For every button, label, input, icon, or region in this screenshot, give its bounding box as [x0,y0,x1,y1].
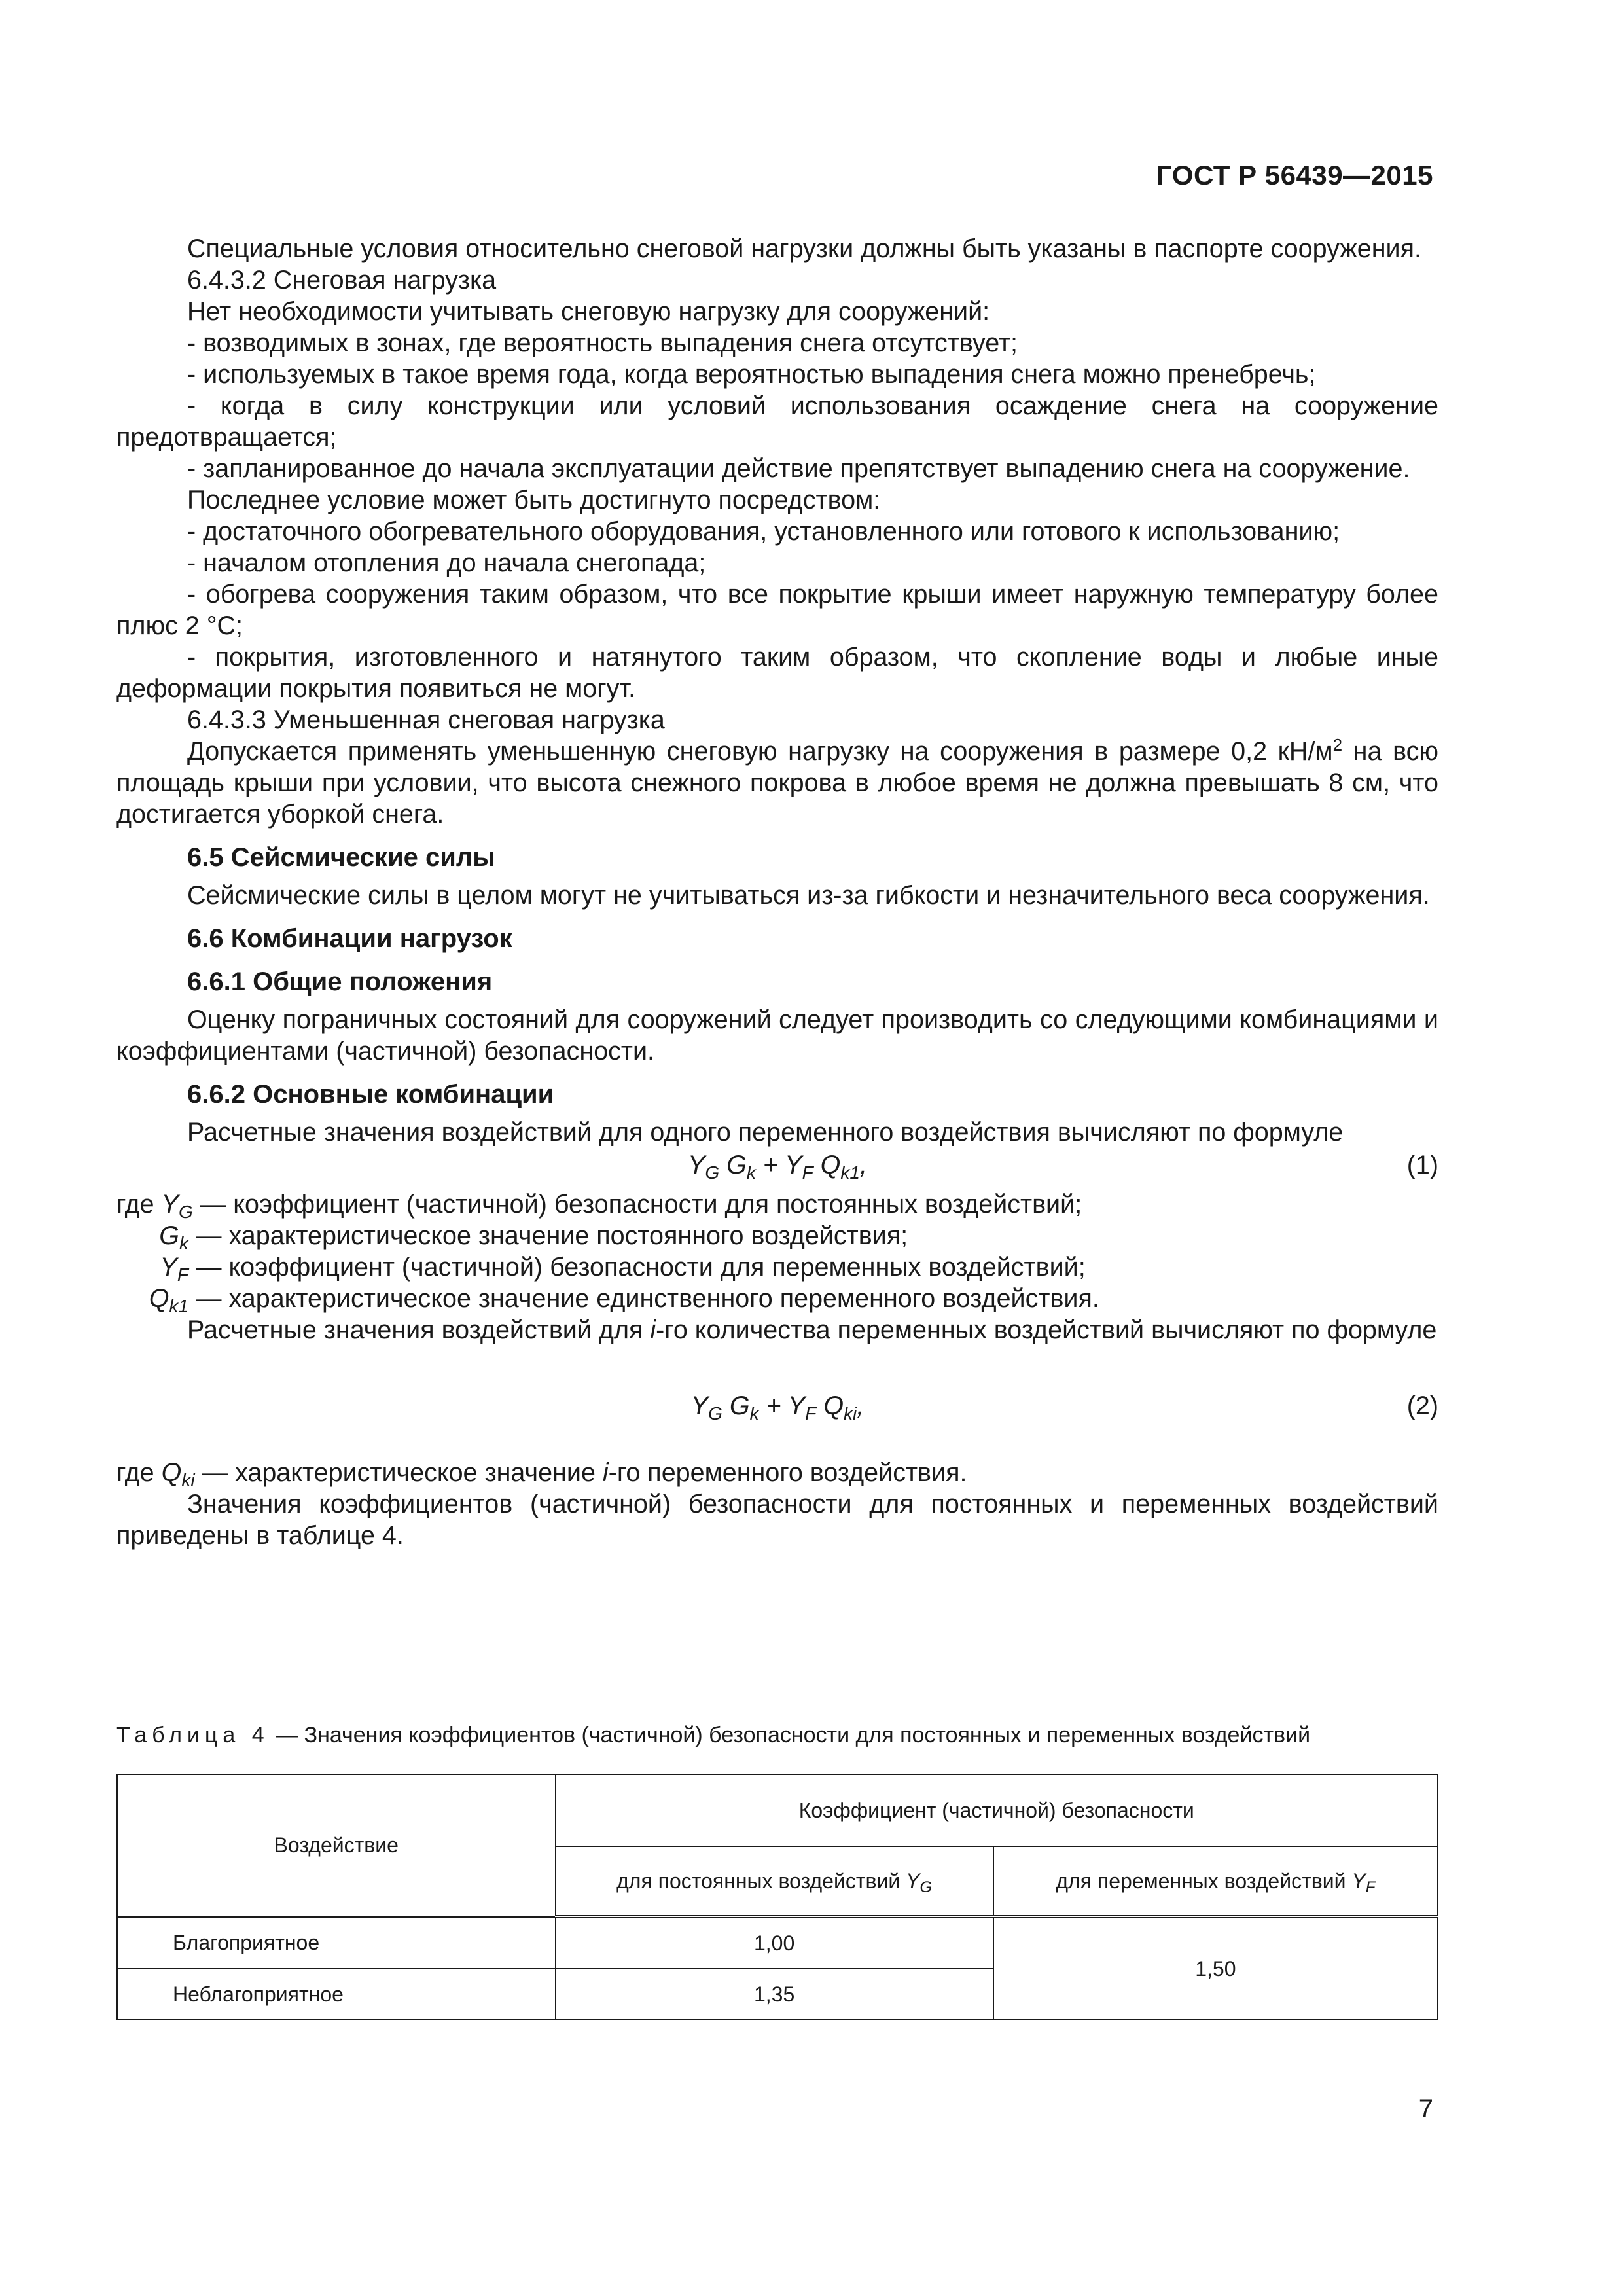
formula-number: (1) [1406,1151,1438,1179]
text-span: Допускается применять уменьшенную снеговую нагрузку на сооружения в размере 0,2 кН/м [187,737,1333,766]
text-span: -го количества переменных воздействий вычисляют по формуле [656,1316,1437,1344]
list-item: - запланированное до начала эксплуатации действие препятствует выпадению снега на сооружение. [187,454,1410,483]
document-body [116,233,1438,1551]
def-text: -го переменного воздействия. [608,1458,967,1487]
formula-expression: $Y_G$ $G_k + Y_F$ $Q_{ki}$, [690,1391,865,1424]
text-span: Расчетные значения воздействий для [187,1316,651,1344]
paragraph [116,736,1438,830]
paragraph: Последнее условие может быть достигнуто посредством: [187,486,881,514]
table-cell: Неблагоприятное [117,1969,556,2020]
formula-1 [116,1149,1438,1187]
list-item: - возводимых в зонах, где вероятность выпадения снега отсутствует; [187,329,1018,357]
list-item: - обогрева сооружения таким образом, что все покрытие крыши имеет наружную температуру более плюс 2 °С; [116,580,1438,640]
definition: где $Q_{ki}$ — характеристическое значение i-го переменного воздействия. [116,1458,967,1490]
section-heading: 6.5 Сейсмические силы [187,843,495,872]
list-item: - началом отопления до начала снегопада; [187,548,706,577]
def-text: — характеристическое значение постоянного воздействия; [195,1221,908,1250]
table-cell: Благоприятное [117,1917,556,1969]
list-item: - достаточного обогревательного оборудования, установленного или готового к использованию; [187,517,1340,546]
formula-number: (2) [1406,1391,1438,1420]
table-row [117,1917,1438,1969]
text-span: на всю площадь крыши при условии, что высота снежного покрова в любое время не должна превышать 8 см, что достигается уборкой снега. [116,737,1438,829]
section-heading: 6.6.2 Основные комбинации [187,1080,554,1109]
definition: где $Y_G$ — коэффициент (частичной) безопасности для постоянных воздействий; [116,1190,1082,1222]
list-item: - покрытия, изготовленного и натянутого таким образом, что скопление воды и любые иные деформации покрытия появиться не могут. [116,643,1438,703]
def-text: — коэффициент (частичной) безопасности для постоянных воздействий; [200,1190,1082,1219]
definition: $Q_{k1}$ — характеристическое значение единственного переменного воздействия. [149,1284,1099,1316]
definition: $G_k$ — характеристическое значение постоянного воздействия; [159,1221,908,1253]
def-lead: где [116,1190,154,1219]
header-text: для постоянных воздействий [616,1869,901,1893]
italic-symbol: i [650,1316,656,1344]
section-heading: 6.6 Комбинации нагрузок [187,924,512,953]
table-caption [116,1723,1438,1748]
subsection-heading: 6.4.3.2 Снеговая нагрузка [187,266,497,295]
def-lead: где [116,1458,154,1487]
paragraph: Нет необходимости учитывать снеговую нагрузку для сооружений: [187,297,990,326]
table-cell: 1,35 [556,1969,993,2020]
definition: $Y_F$ — коэффициент (частичной) безопасности для переменных воздействий; [160,1253,1086,1285]
header-text: для переменных воздействий [1056,1869,1346,1893]
paragraph: Специальные условия относительно снеговой нагрузки должны быть указаны в паспорте сооружения. [187,234,1421,263]
table-header-cell: для постоянных воздействий $Y_G$ [556,1846,993,1917]
table-label: Таблица 4 [116,1723,270,1748]
section-heading: 6.6.1 Общие положения [187,967,493,996]
paragraph: Сейсмические силы в целом могут не учитываться из-за гибкости и незначительного веса сооружения. [187,881,1430,910]
table-header-cell: Воздействие [117,1774,556,1917]
subsection-heading: 6.4.3.3 Уменьшенная снеговая нагрузка [187,706,665,734]
paragraph: Значения коэффициентов (частичной) безопасности для постоянных и переменных воздействий приведены в таблице 4. [116,1490,1438,1550]
paragraph: Оценку пограничных состояний для сооружений следует производить со следующими комбинациями и коэффициентами (частичной) безопасности. [116,1005,1438,1066]
table-header-cell: Коэффициент (частичной) безопасности [556,1774,1438,1846]
italic-symbol: i [602,1458,609,1487]
spacer [116,1429,1438,1457]
table-caption-text: — Значения коэффициентов (частичной) безопасности для постоянных и переменных воздействий [269,1723,1311,1748]
table-cell: 1,00 [556,1917,993,1969]
table-header-row [117,1774,1438,1846]
table-cell: 1,50 [993,1917,1438,2020]
list-item: - когда в силу конструкции или условий использования осаждение снега на сооружение предотвращается; [116,391,1438,452]
spacer [116,1346,1438,1389]
formula-2 [116,1390,1438,1428]
page-number: 7 [1418,2094,1433,2123]
table-header-cell: для переменных воздействий $Y_F$ [993,1846,1438,1917]
paragraph [116,1314,1438,1346]
paragraph: Расчетные значения воздействий для одного переменного воздействия вычисляют по формуле [187,1118,1344,1147]
table-4 [116,1774,1438,2020]
def-text: — характеристическое значение [202,1458,603,1487]
list-item: - используемых в такое время года, когда вероятностью выпадения снега можно пренебречь; [187,360,1316,389]
def-text: — коэффициент (частичной) безопасности для переменных воздействий; [195,1253,1086,1282]
document-number: ГОСТ Р 56439—2015 [1156,160,1433,190]
superscript: 2 [1332,735,1343,755]
def-text: — характеристическое значение единственного переменного воздействия. [195,1284,1099,1313]
formula-expression: $Y_G$ $G_k + Y_F$ $Q_{k1}$, [688,1151,867,1183]
